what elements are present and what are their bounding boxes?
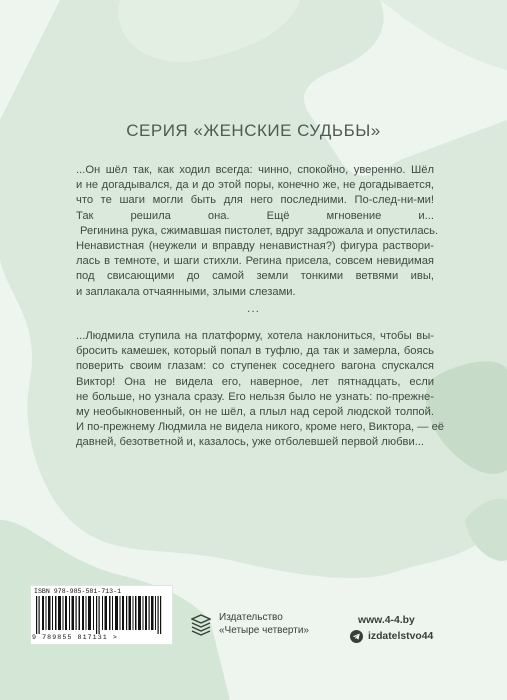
text-line: бросить камешек, который попал в туфлю, да так и замерла, боясь bbox=[76, 345, 434, 358]
text-line: не больше, но узнала сразу. Его нельзя было не узнать: по-прежне- bbox=[76, 390, 434, 403]
text-line: что те шаги могли быть для него последними. По-след-ни-ми! bbox=[76, 194, 434, 207]
text-line: Так решила она. Ещё мгновение и... bbox=[76, 209, 434, 222]
text-line: ...Он шёл так, как ходил всегда: чинно, спокойно, уверенно. Шёл bbox=[76, 164, 434, 176]
barcode-digits: 9 789855 817131 > bbox=[32, 634, 118, 641]
telegram-icon bbox=[350, 630, 363, 643]
stacked-books-icon bbox=[191, 614, 211, 636]
text-line: под свисающими до самой земли тонкими ветвями ивы, bbox=[76, 270, 434, 283]
text-line: поверить своим глазам: со ступенек соседнего вагона спускался bbox=[76, 360, 434, 373]
telegram-link[interactable]: izdatelstvo44 bbox=[368, 630, 434, 642]
isbn-label: ISBN 978-985-581-713-1 bbox=[34, 588, 122, 595]
publisher-line-2: «Четыре четверти» bbox=[219, 624, 309, 636]
isbn-barcode bbox=[30, 585, 173, 645]
text-line: Ненавистная (неужели и вправду ненавистная?) фигура раствори- bbox=[76, 240, 434, 253]
text-line: и заплакала отчаянными, злыми слезами. bbox=[76, 285, 296, 298]
series-title: СЕРИЯ «ЖЕНСКИЕ СУДЬБЫ» bbox=[126, 121, 381, 140]
barcode-icon bbox=[34, 596, 169, 634]
excerpt-paragraph-1 bbox=[76, 163, 439, 300]
text-line: му необыкновенный, он не шёл, а плыл над серой людской толпой. bbox=[76, 406, 434, 419]
text-line: давней, безответной и, казалось, уже отболевшей первой любви... bbox=[76, 436, 425, 449]
text-line: Виктор! Она не видела его, наверное, лет пятнадцать, если bbox=[76, 375, 434, 388]
contact-links bbox=[350, 612, 433, 644]
publisher-block bbox=[191, 612, 309, 637]
text-line: лась в темноте, и шаги стихли. Регина присела, совсем невидимая bbox=[76, 255, 434, 268]
publisher-line-1: Издательство bbox=[219, 612, 283, 623]
text-line: и не догадывался, да и до этой поры, конечно же, не догадывается, bbox=[76, 179, 434, 192]
text-line: И по-прежнему Людмила не видела никого, кроме него, Виктора, — её bbox=[76, 421, 445, 434]
excerpt-paragraph-2 bbox=[76, 329, 445, 451]
text-line: ...Людмила ступила на платформу, хотела наклониться, чтобы вы- bbox=[76, 330, 434, 342]
section-divider: ... bbox=[246, 301, 260, 315]
text-line: Регинина рука, сжимавшая пистолет, вдруг задрожала и опустилась. bbox=[80, 224, 439, 237]
website-link[interactable]: www.4-4.by bbox=[358, 614, 415, 626]
